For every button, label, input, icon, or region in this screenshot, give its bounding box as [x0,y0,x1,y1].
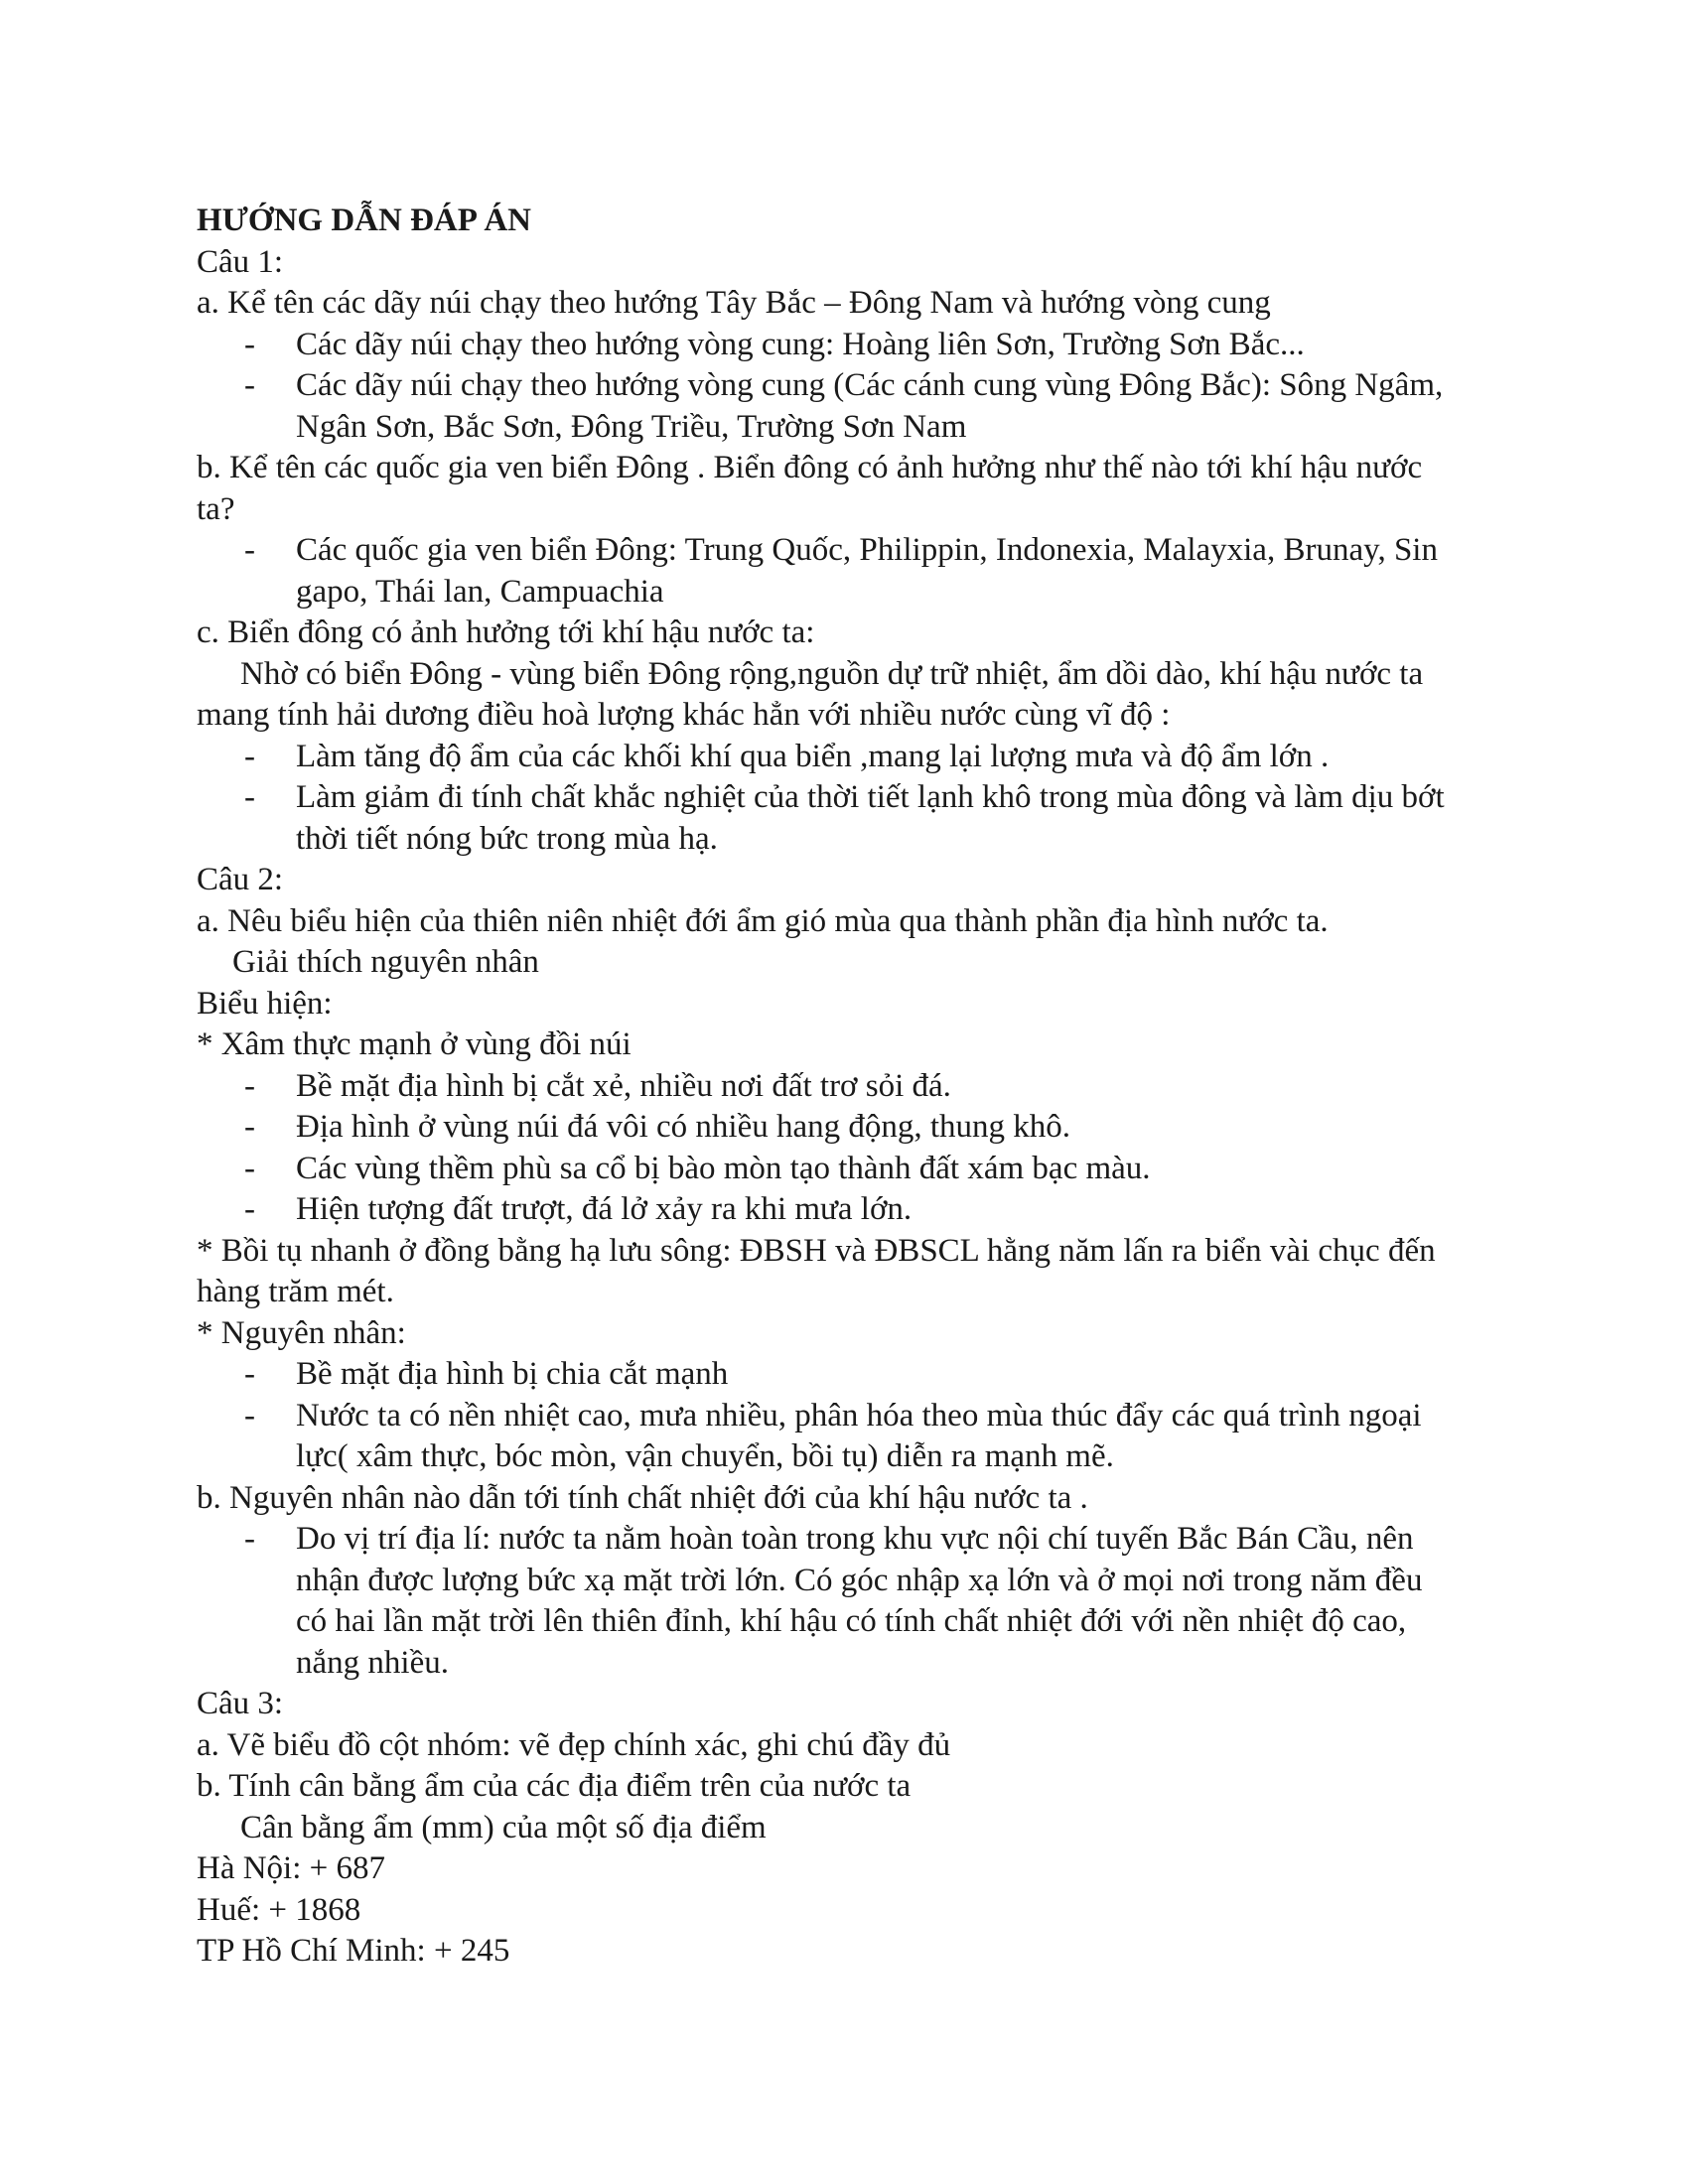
dash-bullet-icon: - [244,1397,255,1433]
list-item [197,1519,1547,1684]
bullet-text-line: Các dãy núi chạy theo hướng vòng cung: Hoàng liên Sơn, Trường Sơn Bắc... [296,326,1305,362]
list-item [197,737,1547,778]
bullet-text-line: Địa hình ở vùng núi đá vôi có nhiều hang động, thung khô. [296,1109,1071,1145]
list-item [197,1189,1547,1231]
document-title: HƯỚNG DẪN ĐÁP ÁN [197,203,532,238]
question-3-heading: Câu 3: [197,1686,284,1721]
bullet-text-line: Làm giảm đi tính chất khắc nghiệt của thời tiết lạnh khô trong mùa đông và làm dịu bớt [296,779,1445,815]
list-item [197,1354,1547,1396]
q2-part-a-heading: a. Nêu biểu hiện của thiên niên nhiệt đới ẩm gió mùa qua thành phần địa hình nước ta. [197,902,1329,939]
bullet-text-line: thời tiết nóng bức trong mùa hạ. [296,820,718,857]
q1-part-a-heading: a. Kể tên các dãy núi chạy theo hướng Tây Bắc – Đông Nam và hướng vòng cung [197,285,1271,321]
q2-xam-thuc-heading: * Xâm thực mạnh ở vùng đồi núi [197,1026,632,1062]
dash-bullet-icon: - [244,1067,255,1104]
bullet-text-line: Các vùng thềm phù sa cổ bị bào mòn tạo thành đất xám bạc màu. [296,1150,1151,1186]
q1-part-c-heading: c. Biển đông có ảnh hưởng tới khí hậu nước ta: [197,614,815,650]
q2-nguyen-nhan-bullet-list [197,1354,1547,1478]
bullet-text-line: nhận được lượng bức xạ mặt trời lớn. Có góc nhập xạ lớn và ở mọi nơi trong năm đều [296,1562,1423,1598]
q3-result-hanoi: Hà Nội: + 687 [197,1850,386,1886]
q3-result-hue: Huế: + 1868 [197,1891,361,1928]
bullet-text-line: Làm tăng độ ẩm của các khối khí qua biển ,mang lại lượng mưa và độ ẩm lớn . [296,738,1330,774]
q3-part-b-heading: b. Tính cân bằng ẩm của các địa điểm trên của nước ta [197,1768,912,1804]
bullet-text-line: Bề mặt địa hình bị cắt xẻ, nhiều nơi đất trơ sỏi đá. [296,1067,951,1104]
bullet-text-line: nắng nhiều. [296,1644,449,1681]
list-item [197,1149,1547,1190]
q1-part-b-heading-line: b. Kể tên các quốc gia ven biển Đông . Biển đông có ảnh hưởng như thế nào tới khí hậu nước [197,450,1423,485]
q1-b-bullet-list [197,530,1547,613]
question-2-heading: Câu 2: [197,862,284,897]
answer-key-page [197,201,1547,1973]
list-item [197,1066,1547,1108]
bullet-text-line: Ngân Sơn, Bắc Sơn, Đông Triều, Trường Sơn Nam [296,408,967,445]
dash-bullet-icon: - [244,1521,255,1557]
list-item [197,1107,1547,1149]
list-item [197,325,1547,366]
bullet-text-line: Nước ta có nền nhiệt cao, mưa nhiều, phân hóa theo mùa thúc đẩy các quá trình ngoại [296,1397,1422,1433]
q2-b-bullet-list [197,1519,1547,1684]
dash-bullet-icon: - [244,1109,255,1145]
bullet-text-line: Các quốc gia ven biển Đông: Trung Quốc, Philippin, Indonexia, Malayxia, Brunay, Sin [296,532,1438,568]
q2-boi-tu-line: hàng trăm mét. [197,1274,394,1309]
q3-result-hcm: TP Hồ Chí Minh: + 245 [197,1933,510,1969]
q2-bieu-hien-label: Biểu hiện: [197,985,333,1022]
q1-c-paragraph-line: Nhờ có biển Đông - vùng biển Đông rộng,nguồn dự trữ nhiệt, ẩm dồi dào, khí hậu nước ta [240,655,1424,692]
bullet-text-line: Bề mặt địa hình bị chia cắt mạnh [296,1356,729,1392]
dash-bullet-icon: - [244,779,255,815]
bullet-text-line: Do vị trí địa lí: nước ta nằm hoàn toàn trong khu vực nội chí tuyến Bắc Bán Cầu, nên [296,1521,1414,1557]
dash-bullet-icon: - [244,1356,255,1392]
dash-bullet-icon: - [244,1191,255,1227]
bullet-text-line: Các dãy núi chạy theo hướng vòng cung (Các cánh cung vùng Đông Bắc): Sông Ngâm, [296,367,1444,403]
bullet-text-line: lực( xâm thực, bóc mòn, vận chuyển, bồi tụ) diễn ra mạnh mẽ. [296,1438,1114,1474]
dash-bullet-icon: - [244,367,255,403]
list-item [197,530,1547,613]
list-item [197,777,1547,860]
bullet-text-line: Hiện tượng đất trượt, đá lở xảy ra khi mưa lớn. [296,1191,913,1227]
q1-c-bullet-list [197,737,1547,861]
q3-part-b-subheading: Cân bằng ẩm (mm) của một số địa điểm [240,1809,767,1845]
q2-part-b-heading: b. Nguyên nhân nào dẫn tới tính chất nhiệt đới của khí hậu nước ta . [197,1479,1088,1516]
q1-c-paragraph-line: mang tính hải dương điều hoà lượng khác hẳn với nhiều nước cùng vĩ độ : [197,697,1171,733]
dash-bullet-icon: - [244,532,255,568]
question-1-heading: Câu 1: [197,243,284,280]
dash-bullet-icon: - [244,326,255,362]
list-item [197,1396,1547,1478]
list-item [197,365,1547,448]
q1-part-b-heading-line: ta? [197,490,235,527]
dash-bullet-icon: - [244,1150,255,1186]
q1-a-bullet-list [197,325,1547,449]
bullet-text-line: có hai lần mặt trời lên thiên đỉnh, khí hậu có tính chất nhiệt đới với nền nhiệt độ cao, [296,1603,1407,1639]
q2-part-a-subheading: Giải thích nguyên nhân [232,944,539,980]
dash-bullet-icon: - [244,738,255,774]
q2-xam-thuc-bullet-list [197,1066,1547,1231]
q3-part-a-heading: a. Vẽ biểu đồ cột nhóm: vẽ đẹp chính xác, ghi chú đầy đủ [197,1726,951,1763]
bullet-text-line: gapo, Thái lan, Campuachia [296,573,664,610]
q2-boi-tu-line: * Bồi tụ nhanh ở đồng bằng hạ lưu sông: ĐBSH và ĐBSCL hằng năm lấn ra biển vài chục đến [197,1232,1436,1269]
q2-nguyen-nhan-heading: * Nguyên nhân: [197,1314,406,1351]
